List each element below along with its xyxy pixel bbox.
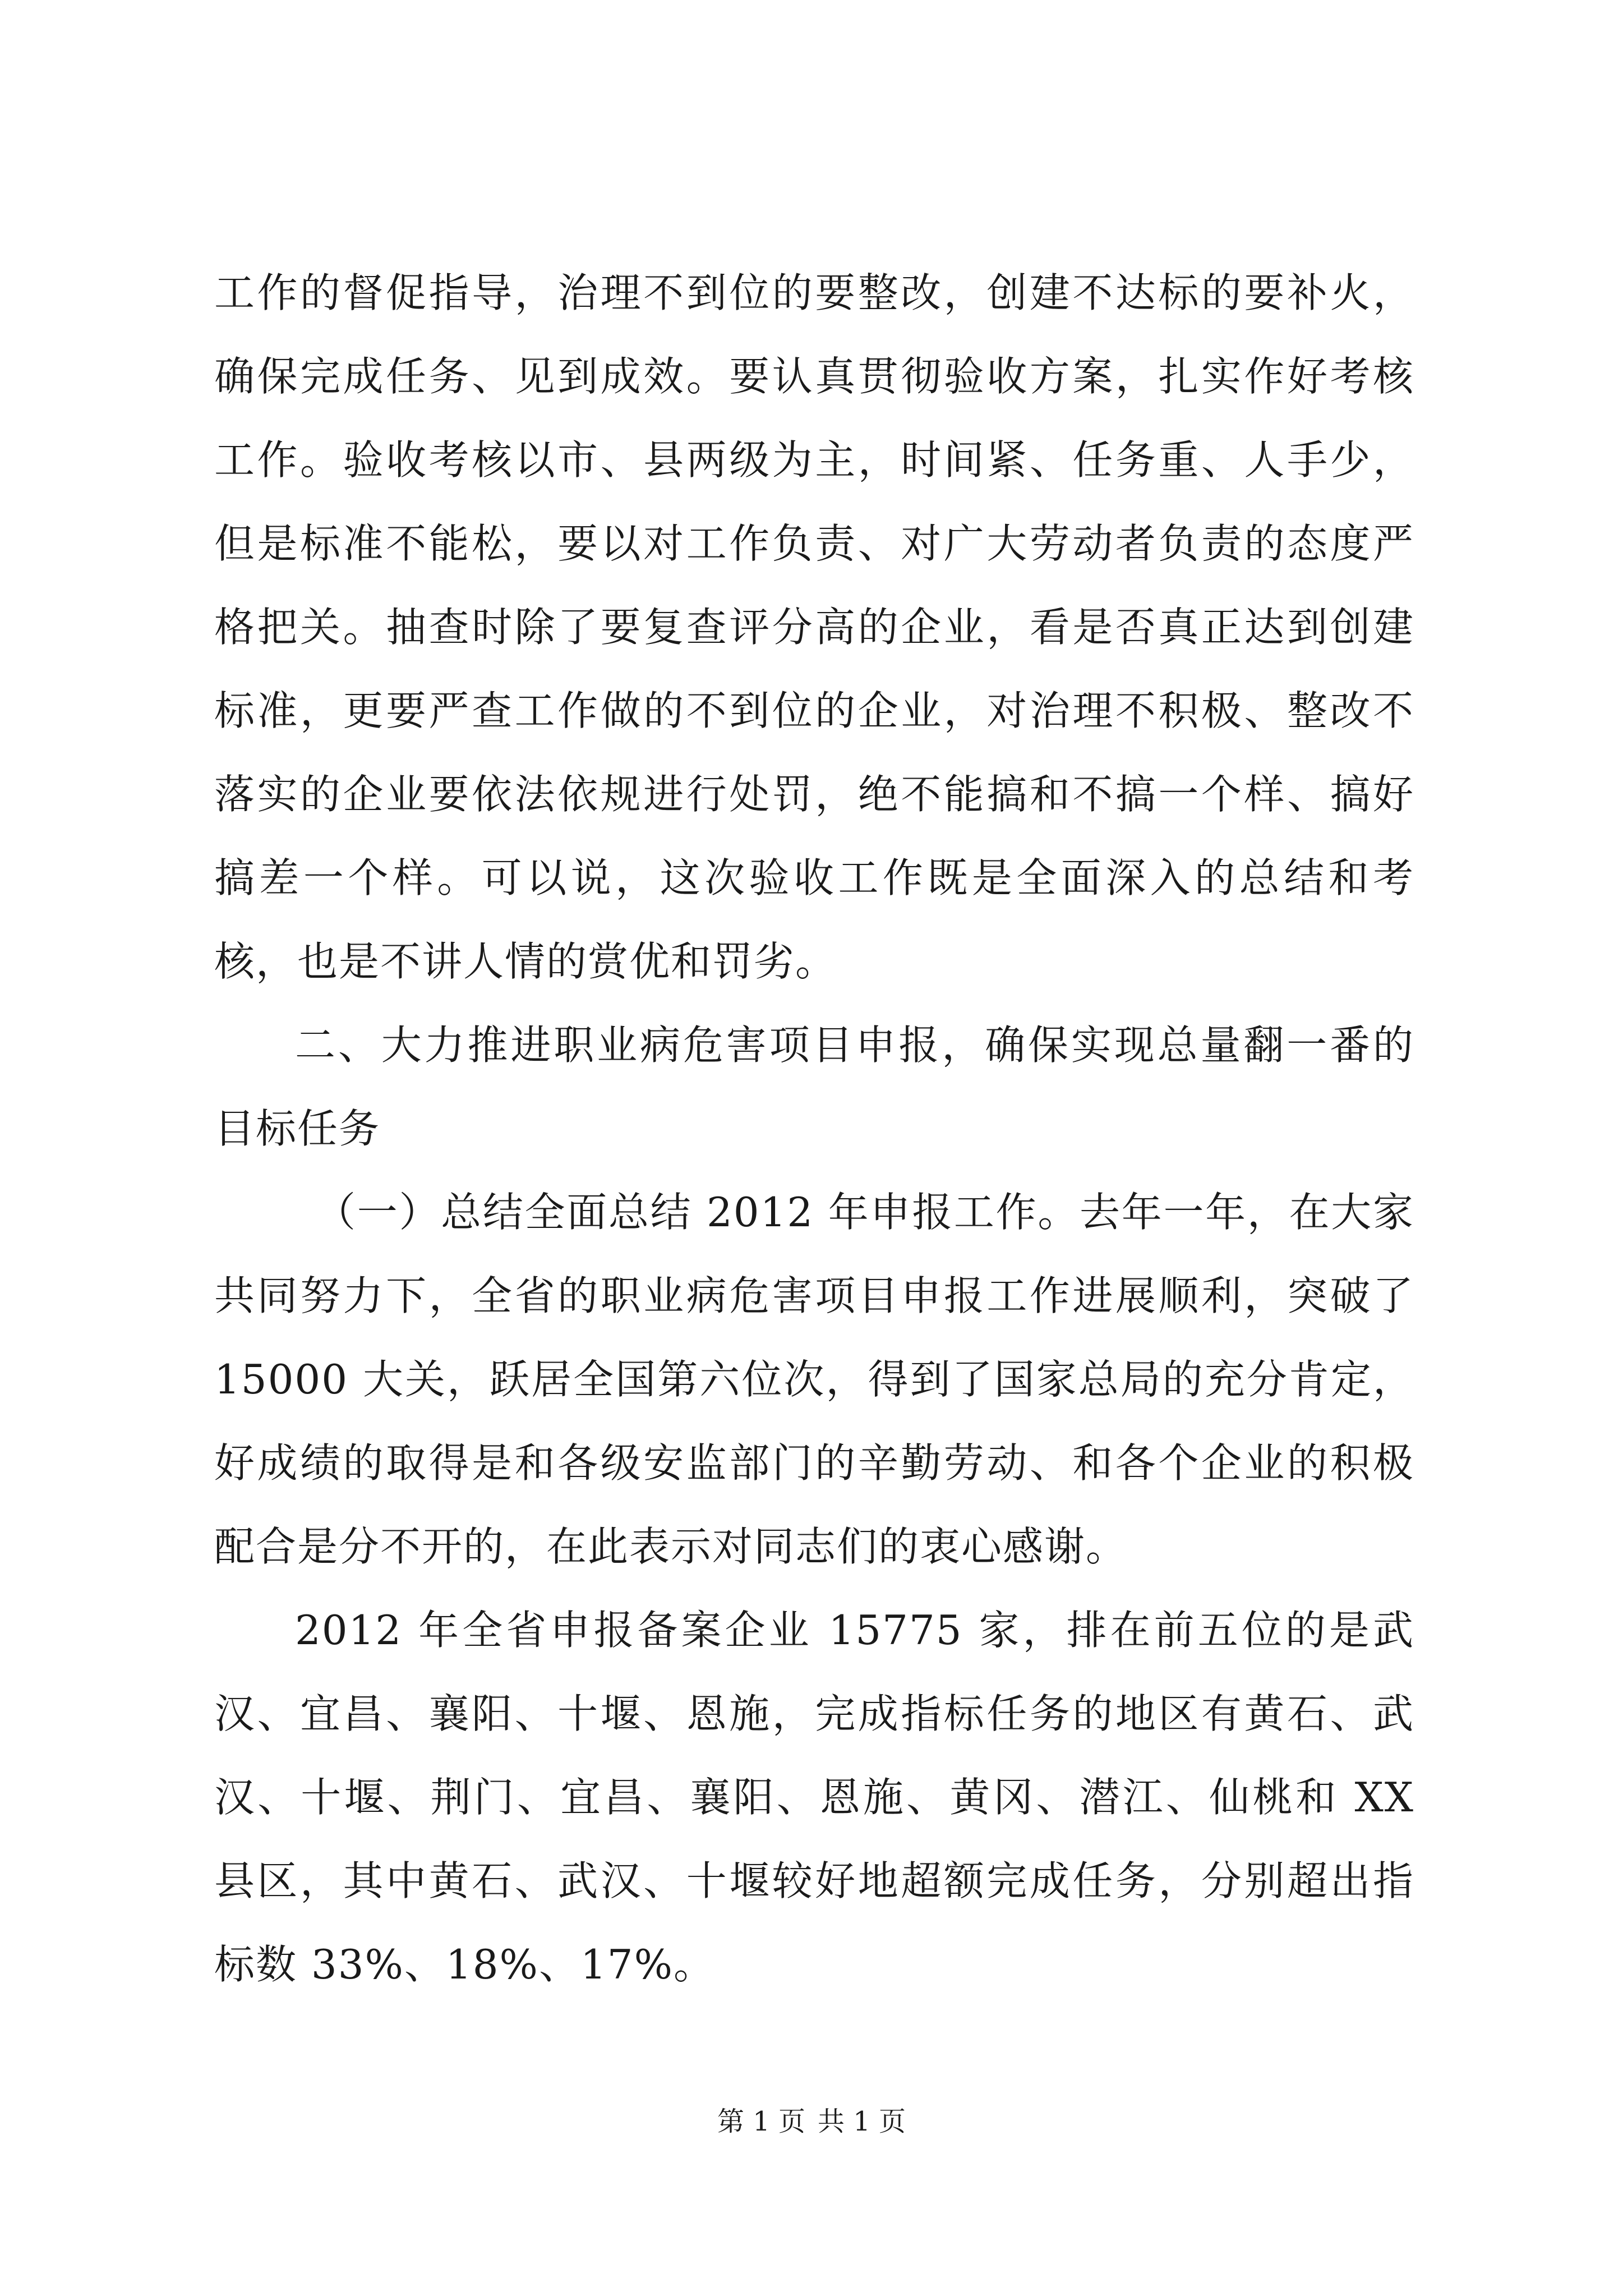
section-heading: 二、大力推进职业病危害项目申报，确保实现总量翻一番的目标任务	[214, 1022, 1414, 1152]
paragraph-continuation: 工作的督促指导，治理不到位的要整改，创建不达标的要补火，确保完成任务、见到成效。要认真贯彻验收方案，扎实作好考核工作。验收考核以市、县两级为主，时间紧、任务重、人手少，但是标准不能松，要以对工作负责、对广大劳动者负责的态度严格把关。抽查时除了要复查评分高的企业，看是否真正达到创建标准，更要严查工作做的不到位的企业，对治理不积极、整改不落实的企业要依法依规进行处罚，绝不能搞和不搞一个样、搞好搞差一个样。可以说，这次验收工作既是全面深入的总结和考核，也是不讲人情的赏优和罚劣。	[214, 269, 1414, 985]
page-total: 共 1 页	[818, 2106, 906, 2137]
subsection-paragraph: （一）总结全面总结 2012 年申报工作。去年一年，在大家共同努力下，全省的职业病危害项目申报工作进展顺利，突破了 15000 大关，跃居全国第六位次，得到了国家总局的充分肯定，好成绩的取得是和各级安监部门的辛勤劳动、和各个企业的积极配合是分不开的，在此表示对同志们的衷心感谢。	[214, 1189, 1414, 1570]
document-body	[214, 251, 1414, 2007]
page-footer	[0, 2105, 1623, 2138]
statistics-paragraph: 2012 年全省申报备案企业 15775 家，排在前五位的是武汉、宜昌、襄阳、十堰、恩施，完成指标任务的地区有黄石、武汉、十堰、荆门、宜昌、襄阳、恩施、黄冈、潜江、仙桃和 XX 县区，其中黄石、武汉、十堰较好地超额完成任务，分别超出指标数 33%、18%、17%。	[214, 1607, 1414, 1988]
page-number: 第 1 页	[717, 2106, 805, 2137]
